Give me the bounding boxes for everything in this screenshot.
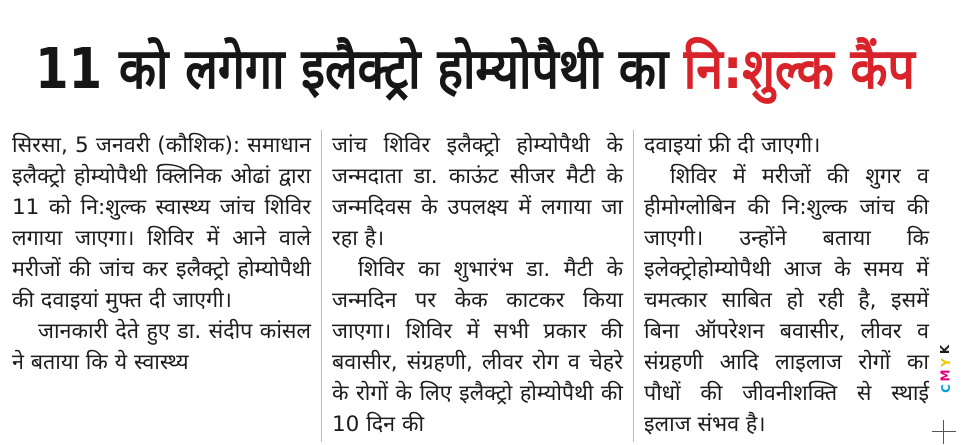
article-column-1	[10, 130, 322, 442]
registration-mark-icon	[932, 420, 956, 444]
cmyk-mark-c: C	[938, 384, 953, 393]
column1-paragraph-1: सिरसा, 5 जनवरी (कौशिक): समाधान इलैक्ट्रो होम्योपैथी क्लिनिक ओढां द्वारा 11 को नि:शुल्क स्वास्थ्य जांच शिविर लगाया जाएगा। शिविर में आने वाले मरीजों की जांच कर इलैक्ट्रो होम्योपैथी की दवाइयां मुफ्त दी जाएगी।	[12, 133, 311, 313]
column1-paragraph-2: जानकारी देते हुए डा. संदीप कांसल ने बताया कि ये स्वास्थ्य	[12, 319, 311, 375]
headline	[35, 20, 915, 120]
column2-paragraph-2: शिविर का शुभारंभ डा. मैटी के जन्मदिन पर केक काटकर किया जाएगा। शिविर में सभी प्रकार की बवासीर, संग्रहणी, लीवर रोग व चेहरे के रोगों के लिए इलैक्ट्रो होम्योपैथी की 10 दिन की	[332, 257, 623, 437]
headline-highlight: नि:शुल्क कैंप	[683, 37, 915, 102]
cmyk-print-marks	[937, 343, 955, 395]
column3-paragraph-2: शिविर में मरीजों की शुगर व हीमोग्लोबिन की नि:शुल्क जांच की जाएगी। उन्होंने बताया कि इलेक्ट्रोहोम्योपैथी आज के समय में चमत्कार साबित हो रही है, इसमें बिना ऑपरेशन बवासीर, लीवर व संग्रहणी आदि लाइलाज रोगों का पौधों की जीवनीशक्ति से स्थाई इलाज संभव है।	[644, 164, 929, 437]
article-columns	[10, 130, 935, 442]
cmyk-mark-m: M	[938, 369, 953, 382]
column3-paragraph-1: दवाइयां फ्री दी जाएगी।	[644, 133, 821, 158]
article-column-3	[634, 130, 935, 442]
cmyk-mark-k: K	[938, 344, 953, 355]
headline-main: 11 को लगेगा इलैक्ट्रो होम्योपैथी का	[35, 37, 669, 102]
cmyk-mark-y: Y	[938, 358, 953, 367]
column2-paragraph-1: जांच शिविर इलैक्ट्रो होम्योपैथी के जन्मदाता डा. काऊंट सीजर मैटी के जन्मदिवस के उपलक्ष्य में लगाया जा रहा है।	[332, 133, 623, 251]
article-column-2	[322, 130, 634, 442]
